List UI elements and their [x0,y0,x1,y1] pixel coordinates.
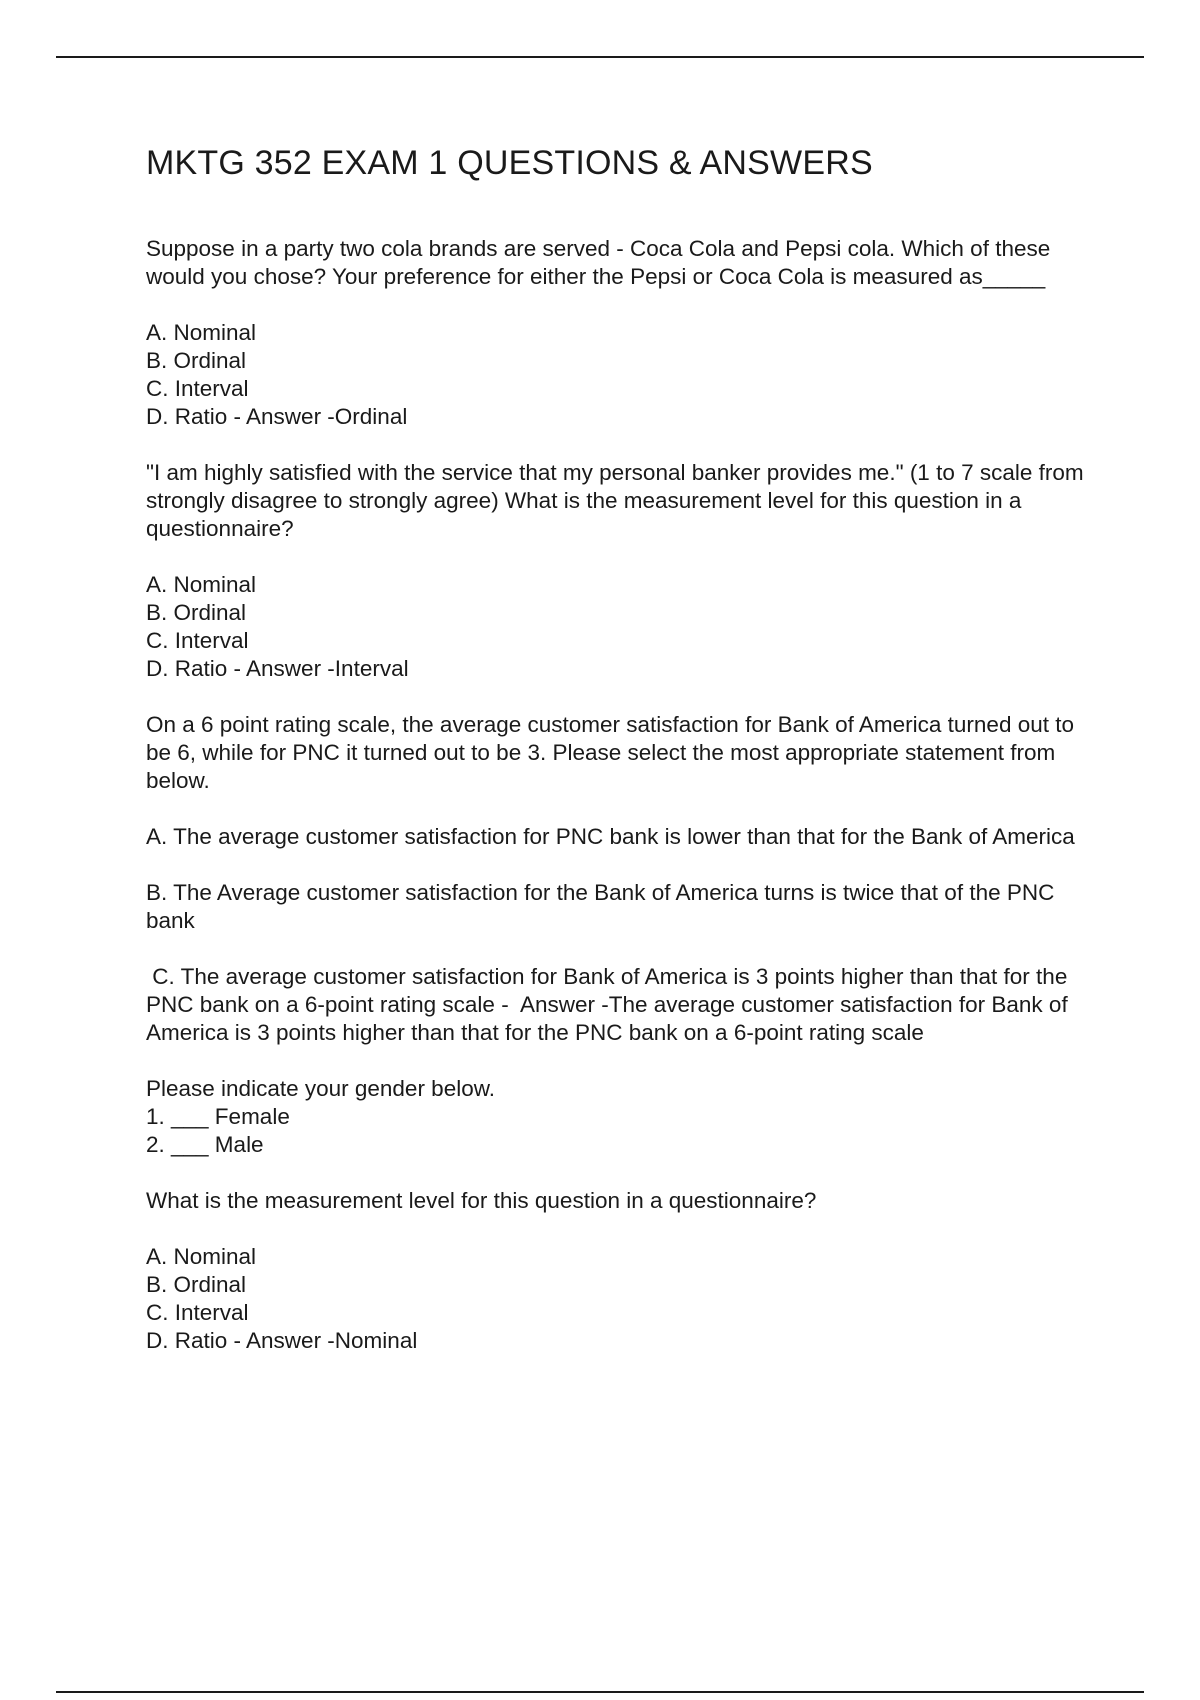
question-3 [146,711,1090,795]
option-a: A. Nominal [146,572,257,597]
option-d-answer: D. Ratio - Answer -Ordinal [146,404,408,429]
question-2 [146,459,1090,543]
question-3-option-b: B. The Average customer satisfaction for the Bank of America turns is twice that of the PNC bank [146,880,1055,933]
document-title: MKTG 352 EXAM 1 QUESTIONS & ANSWERS [146,144,873,182]
question-1-text: Suppose in a party two cola brands are served - Coca Cola and Pepsi cola. Which of these would you chose? Your preference for either the Pepsi or Coca Cola is measured as_____ [146,236,1051,289]
question-1 [146,235,1090,291]
document-body [146,140,1090,1383]
option-b: B. Ordinal [146,348,247,373]
question-4-options [146,1243,1090,1355]
option-a: A. Nominal [146,1244,257,1269]
option-c: C. Interval [146,1300,249,1325]
question-2-options [146,571,1090,683]
option-a: A. Nominal [146,320,257,345]
question-3-option-c-answer: C. The average customer satisfaction for Bank of America is 3 points higher than that for the PNC bank on a 6-point rating scale - Answer -The average customer satisfaction for Bank of America is 3 points higher than that for the PNC bank on a 6-point rating scale [146,964,1074,1045]
choice-female: 1. ___ Female [146,1104,290,1129]
option-b: B. Ordinal [146,1272,247,1297]
question-3-text: On a 6 point rating scale, the average customer satisfaction for Bank of America turned out to be 6, while for PNC it turned out to be 3. Please select the most appropriate statement from below. [146,712,1075,793]
option-d-answer: D. Ratio - Answer -Nominal [146,1328,418,1353]
option-c: C. Interval [146,628,249,653]
option-d-answer: D. Ratio - Answer -Interval [146,656,409,681]
question-4-prompt: Please indicate your gender below. [146,1076,495,1101]
question-3-option-a: A. The average customer satisfaction for PNC bank is lower than that for the Bank of America [146,824,1075,849]
top-rule [56,56,1144,58]
question-4-text: What is the measurement level for this question in a questionnaire? [146,1188,817,1213]
question-4-prompt-block [146,1075,1090,1159]
option-b: B. Ordinal [146,600,247,625]
option-c: C. Interval [146,376,249,401]
question-4 [146,1187,1090,1215]
bottom-rule [56,1691,1144,1693]
question-1-options [146,319,1090,431]
question-2-text: "I am highly satisfied with the service that my personal banker provides me." (1 to 7 scale from strongly disagree to strongly agree) What is the measurement level for this question in a questionnaire? [146,460,1084,541]
choice-male: 2. ___ Male [146,1132,264,1157]
